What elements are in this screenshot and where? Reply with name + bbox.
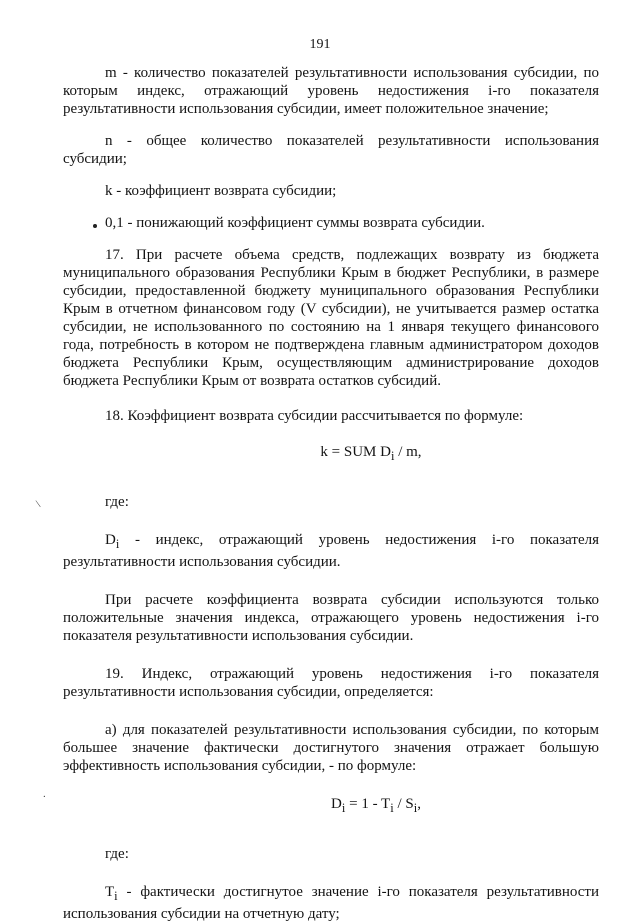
paragraph-18: 18. Коэффициент возврата субсидии рассчитывается по формуле: bbox=[105, 408, 524, 424]
document-body bbox=[63, 64, 599, 923]
paragraph-coefficient-definition: 0,1 - понижающий коэффициент суммы возврата субсидии. bbox=[105, 215, 485, 231]
paragraph-k-definition: k - коэффициент возврата субсидии; bbox=[105, 183, 337, 199]
formula-k-sub: i bbox=[390, 449, 395, 463]
margin-mark: / bbox=[32, 499, 45, 509]
formula-t-sub: i bbox=[390, 801, 394, 815]
formula-d-sub: i bbox=[341, 801, 346, 815]
page-number: 191 bbox=[309, 37, 331, 52]
paragraph-17: 17. При расчете объема средств, подлежащих возврату из бюджета муниципального образования Республики Крым в бюджет Республики, в размере субсидии, предоставленной бюджету муниципального образования Республики Крым в отчетном финансовом году (V субсидии), не учитывается размер остатка субсидии, не использованного по состоянию на 1 января текущего финансового года, потребность в котором не подтверждена главным администратором доходов бюджета Республики Крым, осуществляющим администрирование доходов бюджета Республики Крым от возврата остатков субсидий. bbox=[63, 247, 599, 389]
paragraph-19a: а) для показателей результативности использования субсидии, по которым большее значение фактически достигнутого значения отражает большую эффективность использования субсидии, - по формуле: bbox=[63, 722, 599, 774]
paragraph-di-definition bbox=[63, 531, 599, 571]
ti-symbol: T bbox=[105, 884, 115, 900]
formula-k-suffix: / m, bbox=[394, 444, 422, 460]
formula-d bbox=[153, 795, 599, 817]
formula-d-mid: = 1 - T bbox=[345, 796, 391, 812]
ti-symbol-sub: i bbox=[114, 889, 118, 903]
paragraph-positive-values: При расчете коэффициента возврата субсидии используются только положительные значения индекса, отражающего уровень недостижения i-го показателя результативности использования субсидии. bbox=[63, 592, 599, 644]
formula-d-symbol: D bbox=[331, 796, 342, 812]
paragraph-n-definition: n - общее количество показателей результативности использования субсидии; bbox=[63, 133, 599, 167]
formula-k-prefix: k = SUM D bbox=[320, 444, 391, 460]
formula-k bbox=[143, 443, 599, 465]
paragraph-m-definition: m - количество показателей результативности использования субсидии, по которым индекс, отражающий уровень недостижения i-го показателя результативности использования субсидии, имеет положительное значение; bbox=[63, 65, 599, 117]
di-text: - индекс, отражающий уровень недостижения i-го показателя результативности использования субсидии. bbox=[63, 532, 599, 570]
margin-mark: . bbox=[43, 788, 46, 800]
paragraph-19: 19. Индекс, отражающий уровень недостижения i-го показателя результативности использования субсидии, определяется: bbox=[63, 666, 599, 700]
where-label: где: bbox=[105, 494, 129, 510]
paragraph-ti-definition bbox=[63, 883, 599, 923]
formula-d-end: , bbox=[417, 796, 421, 812]
formula-d-slash: / S bbox=[393, 796, 414, 812]
ti-text: - фактически достигнутое значение i-го показателя результативности использования субсидии на отчетную дату; bbox=[63, 884, 599, 922]
formula-s-sub: i bbox=[413, 801, 418, 815]
di-symbol-sub: i bbox=[115, 537, 120, 551]
where-label-2: где: bbox=[105, 846, 129, 862]
di-symbol: D bbox=[105, 532, 116, 548]
